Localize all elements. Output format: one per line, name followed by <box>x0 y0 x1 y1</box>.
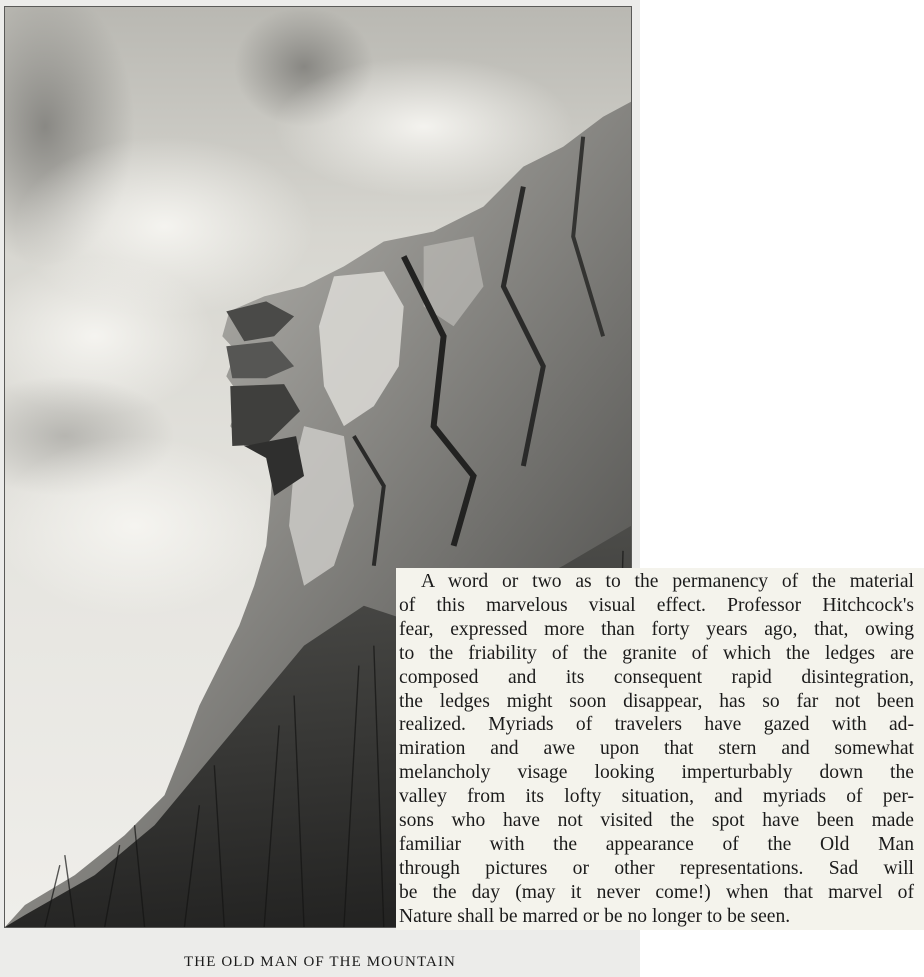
text-line: valley from its lofty situation, and myriads of per- <box>399 786 914 808</box>
text-line: of this marvelous visual effect. Professor Hitchcock's <box>399 594 914 616</box>
text-line: to the friability of the granite of which the ledges are <box>399 642 914 664</box>
body-text-paragraph <box>396 568 924 930</box>
text-line: melancholy visage looking imperturbably down the <box>399 762 914 784</box>
text-line: fear, expressed more than forty years ago, that, owing <box>399 618 914 640</box>
text-line: miration and awe upon that stern and somewhat <box>399 738 914 760</box>
text-line: realized. Myriads of travelers have gazed with ad- <box>399 714 914 736</box>
text-line: composed and its consequent rapid disintegration, <box>399 666 914 688</box>
text-line: be the day (may it never come!) when that marvel of <box>399 881 914 903</box>
text-line: the ledges might soon disappear, has so far not been <box>399 690 914 712</box>
photo-caption: THE OLD MAN OF THE MOUNTAIN <box>184 954 456 970</box>
text-line: familiar with the appearance of the Old Man <box>399 833 914 855</box>
text-line: sons who have not visited the spot have been made <box>399 810 914 832</box>
text-line: through pictures or other representations. Sad will <box>399 857 914 879</box>
text-line: Nature shall be marred or be no longer to be seen. <box>399 905 791 927</box>
text-line: A word or two as to the permanency of the material <box>421 571 914 592</box>
